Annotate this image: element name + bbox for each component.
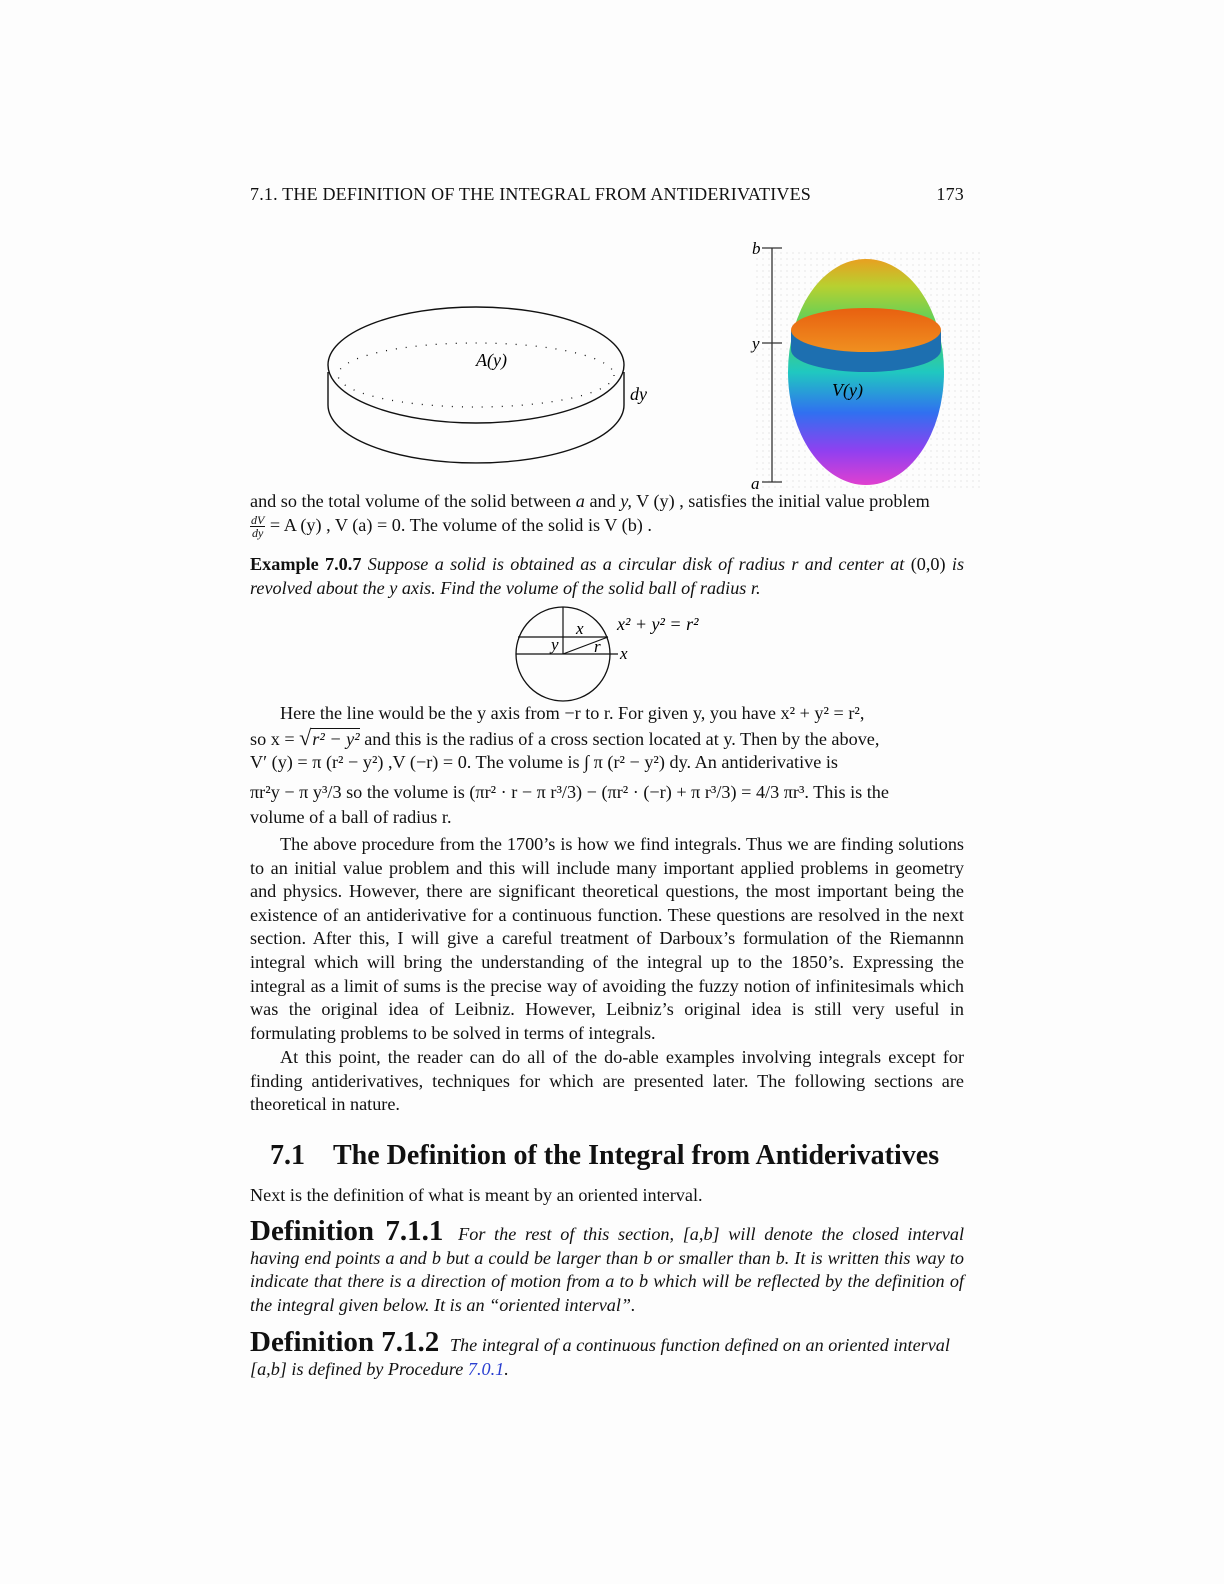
volume-label: V(y) bbox=[832, 380, 863, 400]
example-label: Example 7.0.7 bbox=[250, 554, 362, 574]
dv-dy-fraction: $\frac{dV}{dy}$ bbox=[251, 512, 265, 540]
axis-a-label: a bbox=[751, 474, 760, 493]
example-point: (0,0) bbox=[910, 554, 946, 574]
text: and this is the radius of a cross section located at y. Then by the above, bbox=[364, 728, 880, 749]
sqrt-expression: r² − y² bbox=[312, 728, 360, 749]
axis-y-label: y bbox=[752, 334, 760, 353]
var-y: y, bbox=[620, 491, 632, 511]
solution-line-2: so x = √r² − y² and this is the radius of a cross section located at y. Then by the above, bbox=[250, 724, 880, 750]
circle-y-label: y bbox=[551, 635, 559, 654]
procedure-link[interactable]: 7.0.1 bbox=[467, 1358, 505, 1379]
text: so x = bbox=[250, 728, 295, 749]
disk-thickness-label: dy bbox=[630, 384, 647, 404]
paragraph-oriented bbox=[250, 1184, 964, 1208]
paragraph-doable bbox=[250, 1046, 964, 1117]
section-number: 7.1 bbox=[270, 1140, 305, 1171]
solution-line-1: Here the line would be the y axis from −r to r. For given y, you have x² + y² = r², bbox=[280, 703, 865, 723]
paragraph-history bbox=[250, 833, 964, 1045]
definition-7-1-1 bbox=[250, 1215, 964, 1317]
example-text: Suppose a solid is obtained as a circular disk of radius r and center at bbox=[367, 554, 905, 574]
definition-7-1-2 bbox=[250, 1326, 964, 1381]
disk-area-label: A(y) bbox=[476, 350, 507, 370]
circle-x-label: x bbox=[576, 619, 584, 638]
circle-axis-label: x bbox=[620, 644, 628, 663]
text: = A (y) , V (a) = 0. The volume of the solid is V (b) . bbox=[269, 514, 652, 535]
doable-text: At this point, the reader can do all of the do-able examples involving integrals except for finding antiderivatives, techniques for which are presented later. The following sections are theoretical in nature. bbox=[250, 1047, 964, 1115]
history-text: The above procedure from the 1700’s is how we find integrals. Thus we are finding solutions to an initial value problem and this will include many important applied problems in geometry and physics. However, there are significant theoretical questions, the most important being the existence of an antiderivative for a continuous function. These questions are resolved in the next section. After this, I will give a careful treatment of Darboux’s formulation of the Riemannn integral which will bring the understanding of the integral up to the 1850’s. Expressing the integral as a limit of sums is the precise way of avoiding the fuzzy notion of infinitesimals which was the original idea of Leibniz. However, Leibniz’s original idea is still very useful in formulating problems to be solved in terms of integrals. bbox=[250, 834, 964, 1043]
solution-line-5: volume of a ball of radius r. bbox=[250, 807, 452, 828]
header-title: 7.1. THE DEFINITION OF THE INTEGRAL FROM ANTIDERIVATIVES bbox=[250, 184, 812, 204]
definition-text: For the rest of this section, [a,b] will denote the closed interval having end points a and b but a could be larger than b or smaller than b. It is written this way to indicate that there is a direction of motion from a to b which will be reflected by the definition of the integral given below. It is an “oriented interval”. bbox=[250, 1224, 964, 1315]
text: and so the total volume of the solid between bbox=[250, 491, 572, 511]
solution-line-4: πr²y − π y³/3 so the volume is (πr² · r − π r³/3) − (πr² · (−r) + π r³/3) = 4/3 πr³. This is the bbox=[250, 781, 889, 802]
circle-figure bbox=[0, 600, 1224, 706]
circle-equation: x² + y² = r² bbox=[617, 614, 699, 634]
example-text: is revolved about the y axis. Find the volume of the solid ball of radius r. bbox=[250, 554, 965, 598]
definition-label: Definition 7.1.1 bbox=[250, 1215, 444, 1247]
paragraph-ivp bbox=[250, 490, 964, 539]
text: . bbox=[504, 1358, 509, 1379]
paragraph-solution bbox=[250, 702, 964, 830]
section-title: The Definition of the Integral from Antiderivatives bbox=[333, 1140, 940, 1171]
example-7-0-7 bbox=[250, 553, 964, 600]
circle-r-label: r bbox=[594, 637, 601, 656]
oriented-intro-text: Next is the definition of what is meant by an oriented interval. bbox=[250, 1185, 703, 1205]
text: and bbox=[589, 491, 616, 511]
page-number: 173 bbox=[936, 184, 964, 204]
section-heading bbox=[270, 1140, 939, 1172]
disk-figure bbox=[328, 307, 647, 463]
axis-b-label: b bbox=[752, 239, 761, 258]
var-a: a bbox=[575, 491, 585, 511]
text: V (y) , satisfies the initial value problem bbox=[636, 491, 930, 511]
figures-top bbox=[0, 0, 1224, 500]
solution-line-3: V′ (y) = π (r² − y²) ,V (−r) = 0. The volume is ∫ π (r² − y²) dy. An antiderivative is bbox=[250, 752, 839, 773]
definition-text: The integral of a continuous function defined on an oriented interval [a,b] is defined by Procedure bbox=[250, 1335, 950, 1379]
definition-label: Definition 7.1.2 bbox=[250, 1326, 440, 1358]
solid-figure bbox=[750, 239, 984, 493]
